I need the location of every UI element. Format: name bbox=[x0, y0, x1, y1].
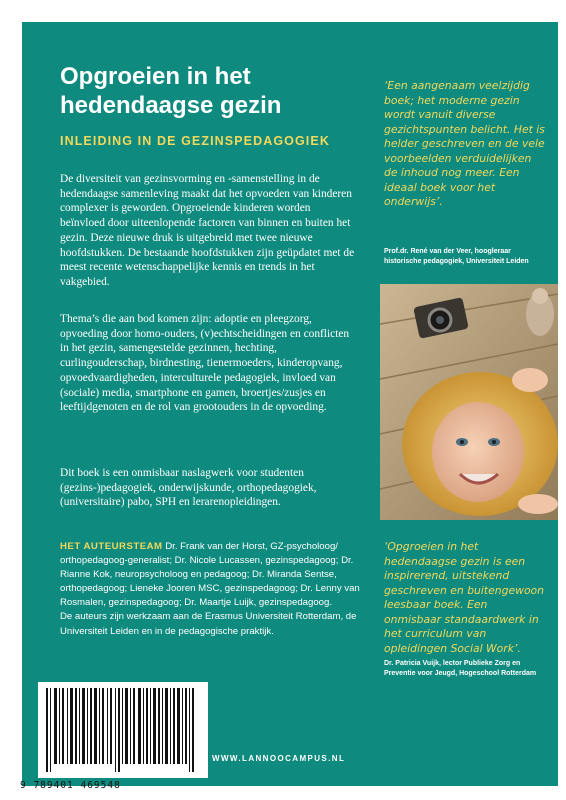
author-team bbox=[60, 540, 360, 639]
author-team-text: Dr. Frank van der Horst, GZ-psycholoog/ orthopedagoog-generalist; Dr. Nicole Lucassen, gezinspedagoog; Dr. Rianne Kok, neuropsycholoog en pedagoog; Dr. Miranda Sentse, orthopedagoog; Lieneke Jooren MSC, gezinspedagoog; Dr. Lenny van Rosmalen, gezinspedagoog; Dr. Maartje Luijk, gezinspedagoog. bbox=[60, 541, 360, 609]
barcode bbox=[38, 682, 208, 778]
author-team-label: HET AUTEURSTEAM bbox=[60, 541, 163, 552]
description-paragraph-2: Thema’s die aan bod komen zijn: adoptie en pleegzorg, opvoeding door homo-ouders, (v)echtscheidingen en conflicten in het gezin, samengestelde gezinnen, hechting, curlingouderschap, birdnesting, tienermoeders, kinderopvang, opvoedvaardigheden, interculturele pedagogiek, invloed van (sociale) media, smartphone en gamen, broertjes/zusjes en leeftijdgenoten en de rol van grootouders in de opvoeding. bbox=[60, 313, 350, 414]
author-affiliations: De auteurs zijn werkzaam aan de Erasmus Universiteit Rotterdam, de Universiteit Leiden en in de pedagogische praktijk. bbox=[60, 611, 357, 637]
cover-photo bbox=[380, 284, 558, 520]
review-source-1: Prof.dr. René van der Veer, hoogleraar historische pedagogiek, Universiteit Leiden bbox=[384, 248, 529, 265]
review-quote-1: ‘Een aangenaam veelzijdig boek; het moderne gezin wordt vanuit diverse gezichtspunten belicht. Het is helder geschreven en de vele voorbeelden verduidelijken de inhoud nog meer. Een ideaal boek voor het onderwijs’. bbox=[384, 79, 545, 208]
book-title: Opgroeien in het hedendaagse gezin bbox=[60, 63, 282, 119]
publisher-website: WWW.LANNOOCAMPUS.NL bbox=[212, 754, 346, 763]
description-paragraph-3: Dit boek is een onmisbaar naslagwerk voor studenten (gezins-)pedagogiek, onderwijskunde, orthopedagogiek, (universitaire) pabo, SPH en lerarenopleidingen. bbox=[60, 467, 317, 509]
book-subtitle: INLEIDING IN DE GEZINSPEDAGOGIEK bbox=[60, 134, 330, 148]
description-paragraph-1: De diversiteit van gezinsvorming en -samenstelling in de hedendaagse samenleving maakt dat het opvoeden van kinderen complexer is geworden. Opgroeiende kinderen worden beïnvloed door uiteenlopende factoren van binnen en buiten het gezin. Deze nieuwe druk is uitgebreid met twee nieuwe hoofdstukken. De bestaande hoofdstukken zijn geüpdatet met de meest recente wetenschappelijke kennis en trends in het vakgebied. bbox=[60, 173, 355, 288]
review-quote-2: ‘Opgroeien in het hedendaagse gezin is een inspirerend, uitstekend geschreven en buitengewoon leesbaar boek. Een onmisbaar standaardwerk in het curriculum van opleidingen Social Work’. bbox=[384, 540, 545, 655]
barcode-bars-icon bbox=[38, 682, 208, 778]
isbn-number: 9 789401 469548 bbox=[20, 780, 121, 791]
review-source-2: Dr. Patricia Vuijk, lector Publieke Zorg en Preventie voor Jeugd, Hogeschool Rotterdam bbox=[384, 660, 537, 677]
child-with-camera-image bbox=[380, 284, 558, 520]
back-cover bbox=[22, 22, 558, 786]
